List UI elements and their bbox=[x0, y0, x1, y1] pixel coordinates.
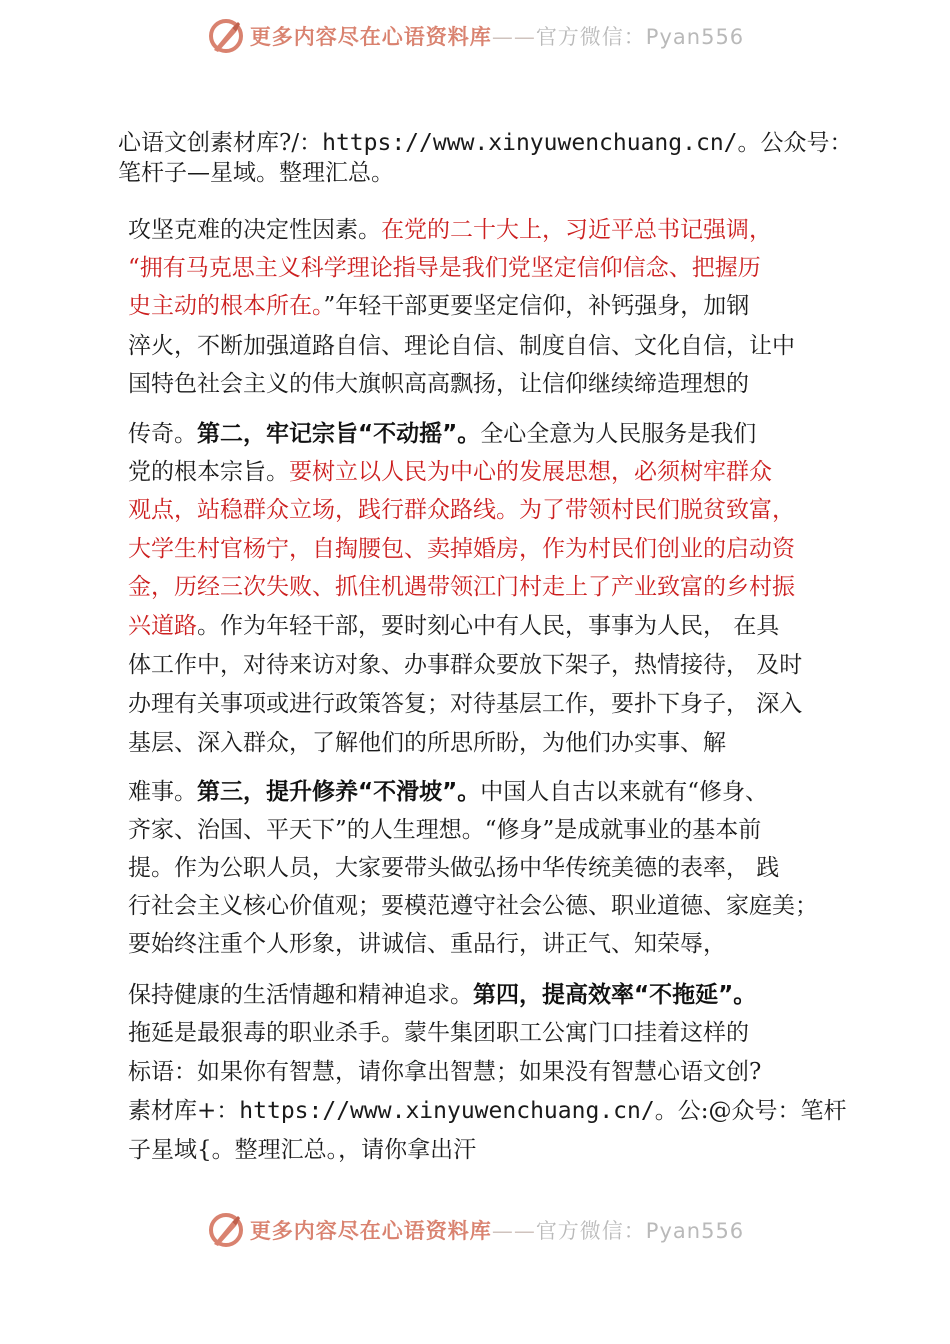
fountain-pen-logo-icon bbox=[206, 16, 246, 56]
body-line: 体工作中，对待来访对象、办事群众要放下架子，热情接待， 及时 bbox=[128, 652, 803, 678]
body-line: 子星域{。整理汇总。，请你拿出汗 bbox=[128, 1137, 477, 1163]
body-line: 党的根本宗旨。要树立以人民为中心的发展思想，必须树牢群众 bbox=[128, 459, 772, 485]
body-line: 兴道路。作为年轻干部，要时刻心中有人民，事事为人民， 在具 bbox=[128, 613, 780, 639]
body-line: 要始终注重个人形象，讲诚信、重品行，讲正气、知荣辱， bbox=[128, 931, 726, 957]
watermark-text: 更多内容尽在心语资料库——官方微信：Pyan556 bbox=[249, 1219, 745, 1243]
body-line: 齐家、治国、平天下”的人生理想。“修身”是成就事业的基本前 bbox=[128, 817, 762, 843]
body-line: 国特色社会主义的伟大旗帜高高飘扬，让信仰继续缔造理想的 bbox=[128, 371, 749, 397]
body-line: 金，历经三次失败、抓住机遇带领江门村走上了产业致富的乡村振 bbox=[128, 574, 795, 600]
body-line: 提。作为公职人员，大家要带头做弘扬中华传统美德的表率， 践 bbox=[128, 855, 780, 881]
body-line: 保持健康的生活情趣和精神追求。第四，提高效率“不拖延”。 bbox=[128, 982, 757, 1008]
body-line: 行社会主义核心价值观；要模范遵守社会公德、职业道德、家庭美； bbox=[128, 893, 818, 919]
body-line: 攻坚克难的决定性因素。在党的二十大上，习近平总书记强调， bbox=[128, 217, 772, 243]
section-heading-2: 第二，牢记宗旨“不动摇”。 bbox=[197, 421, 481, 447]
body-line: 大学生村官杨宁，自掏腰包、卖掉婚房，作为村民们创业的启动资 bbox=[128, 536, 795, 562]
header-line-1: 心语文创素材库?/：https://www.xinyuwenchuang.cn/。公众号： bbox=[118, 130, 853, 156]
body-line: “拥有马克思主义科学理论指导是我们党坚定信仰信念、把握历 bbox=[128, 255, 761, 281]
site-url: https://www.xinyuwenchuang.cn/ bbox=[322, 130, 738, 156]
bottom-watermark-banner bbox=[0, 1210, 950, 1250]
body-line: 拖延是最狠毒的职业杀手。蒙牛集团职工公寓门口挂着这样的 bbox=[128, 1020, 749, 1046]
body-line: 标语：如果你有智慧，请你拿出智慧；如果没有智慧心语文创? bbox=[128, 1059, 762, 1085]
body-line: 难事。第三，提升修养“不滑坡”。中国人自古以来就有“修身、 bbox=[128, 779, 768, 805]
body-line: 观点，站稳群众立场，践行群众路线。为了带领村民们脱贫致富， bbox=[128, 497, 795, 523]
body-line: 基层、深入群众，了解他们的所思所盼，为他们办实事、解 bbox=[128, 730, 726, 756]
body-line: 素材库+：https://www.xinyuwenchuang.cn/。公:@众号：笔杆 bbox=[128, 1098, 847, 1124]
top-watermark-banner bbox=[0, 16, 950, 56]
body-line: 传奇。第二，牢记宗旨“不动摇”。全心全意为人民服务是我们 bbox=[128, 421, 757, 447]
section-heading-4: 第四，提高效率“不拖延”。 bbox=[473, 982, 757, 1008]
body-line: 淬火，不断加强道路自信、理论自信、制度自信、文化自信，让中 bbox=[128, 333, 795, 359]
body-line: 史主动的根本所在。”年轻干部更要坚定信仰，补钙强身，加钢 bbox=[128, 293, 750, 319]
fountain-pen-logo-icon bbox=[206, 1210, 246, 1250]
body-line: 办理有关事项或进行政策答复；对待基层工作，要扑下身子， 深入 bbox=[128, 691, 803, 717]
section-heading-3: 第三，提升修养“不滑坡”。 bbox=[197, 779, 481, 805]
site-url: https://www.xinyuwenchuang.cn/ bbox=[239, 1098, 655, 1124]
watermark-text: 更多内容尽在心语资料库——官方微信：Pyan556 bbox=[249, 25, 745, 49]
header-line-2: 笔杆子—星域。整理汇总。 bbox=[118, 160, 394, 186]
